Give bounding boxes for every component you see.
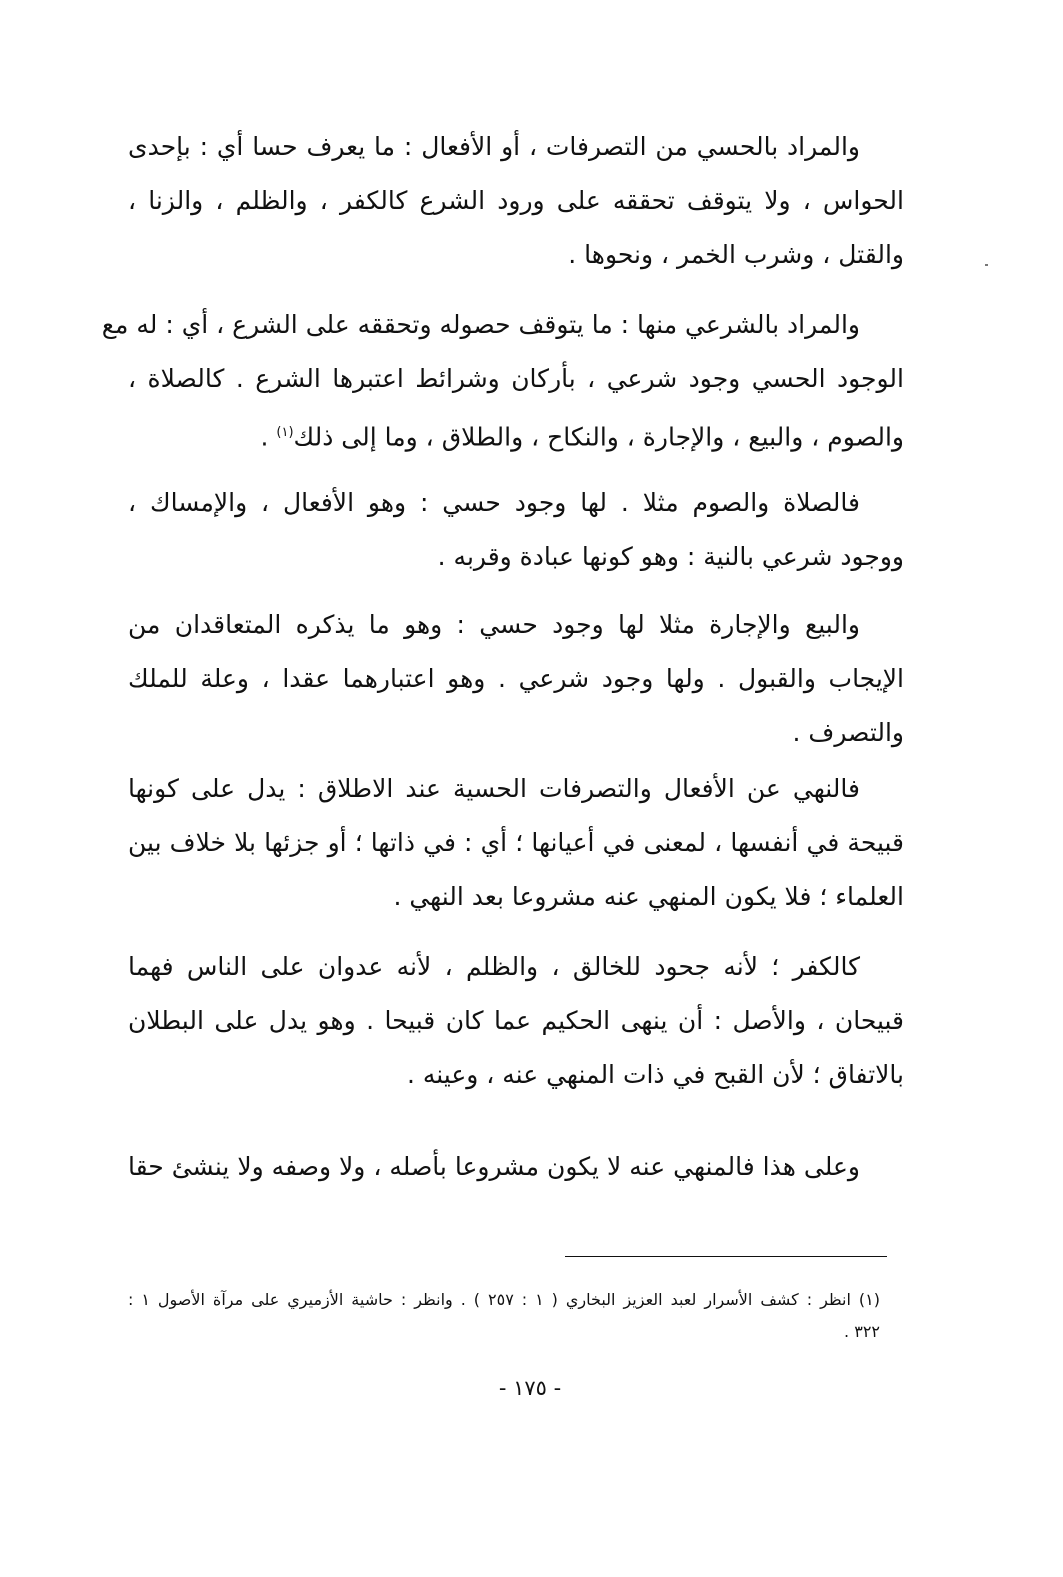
paragraph-1	[128, 120, 904, 282]
text-line: بالاتفاق ؛ لأن القبح في ذات المنهي عنه ، وعينه .	[406, 1060, 904, 1089]
text-line: والتصرف .	[792, 718, 904, 747]
text-line: وعلى هذا فالمنهي عنه لا يكون مشروعا بأصله ، ولا وصفه ولا ينشئ حقا	[128, 1152, 860, 1181]
paragraph-7	[128, 1140, 904, 1194]
text-fragment: والصوم ، والبيع ، والإجارة ، والنكاح ، والطلاق ، وما إلى ذلك	[293, 422, 904, 452]
paragraph-5	[128, 762, 904, 924]
footnote-reference[interactable]: (١)	[276, 425, 294, 440]
text-line: قبيحان ، والأصل : أن ينهى الحكيم عما كان قبيحا . وهو يدل على البطلان	[128, 1006, 904, 1035]
paragraph-3	[128, 476, 904, 584]
footnote-line: ٣٢٢ .	[844, 1322, 880, 1341]
text-line: والمراد بالشرعي منها : ما يتوقف حصوله وتحققه على الشرع ، أي : له مع	[101, 310, 860, 339]
footnote-line: (١) انظر : كشف الأسرار لعبد العزيز البخاري ( ١ : ٢٥٧ ) . وانظر : حاشية الأزميري على مرآة الأصول ١ :	[128, 1290, 881, 1309]
text-line: كالكفر ؛ لأنه جحود للخالق ، والظلم ، لأنه عدوان على الناس فهما	[128, 952, 860, 981]
text-line: الإيجاب والقبول . ولها وجود شرعي . وهو اعتبارهما عقدا ، وعلة للملك	[128, 664, 904, 693]
text-line: والقتل ، وشرب الخمر ، ونحوها .	[568, 240, 904, 269]
text-line: الوجود الحسي وجود شرعي ، بأركان وشرائط اعتبرها الشرع . كالصلاة ،	[128, 364, 904, 393]
text-line: ووجود شرعي بالنية : وهو كونها عبادة وقربه .	[437, 542, 904, 571]
page-number: - ١٧٥ -	[498, 1376, 562, 1400]
scan-speck	[985, 264, 988, 266]
paragraph-4	[128, 598, 904, 760]
text-line: والبيع والإجارة مثلا لها وجود حسي : وهو ما يذكره المتعاقدان من	[128, 610, 860, 639]
text-line	[128, 406, 904, 460]
text-line: فالصلاة والصوم مثلا . لها وجود حسي : وهو الأفعال ، والإمساك ،	[128, 488, 860, 517]
text-fragment: .	[260, 422, 277, 452]
paragraph-2	[101, 298, 904, 460]
text-line: العلماء ؛ فلا يكون المنهي عنه مشروعا بعد النهي .	[393, 882, 904, 911]
footnote	[128, 1284, 880, 1348]
paragraph-6	[128, 940, 904, 1102]
footnote-divider	[565, 1256, 887, 1257]
text-line: فالنهي عن الأفعال والتصرفات الحسية عند الاطلاق : يدل على كونها	[128, 774, 860, 803]
text-line: والمراد بالحسي من التصرفات ، أو الأفعال : ما يعرف حسا أي : بإحدى	[128, 132, 860, 161]
text-line: قبيحة في أنفسها ، لمعنى في أعيانها ؛ أي : في ذاتها ؛ أو جزئها بلا خلاف بين	[128, 828, 904, 857]
text-line: الحواس ، ولا يتوقف تحققه على ورود الشرع كالكفر ، والظلم ، والزنا ،	[128, 186, 904, 215]
